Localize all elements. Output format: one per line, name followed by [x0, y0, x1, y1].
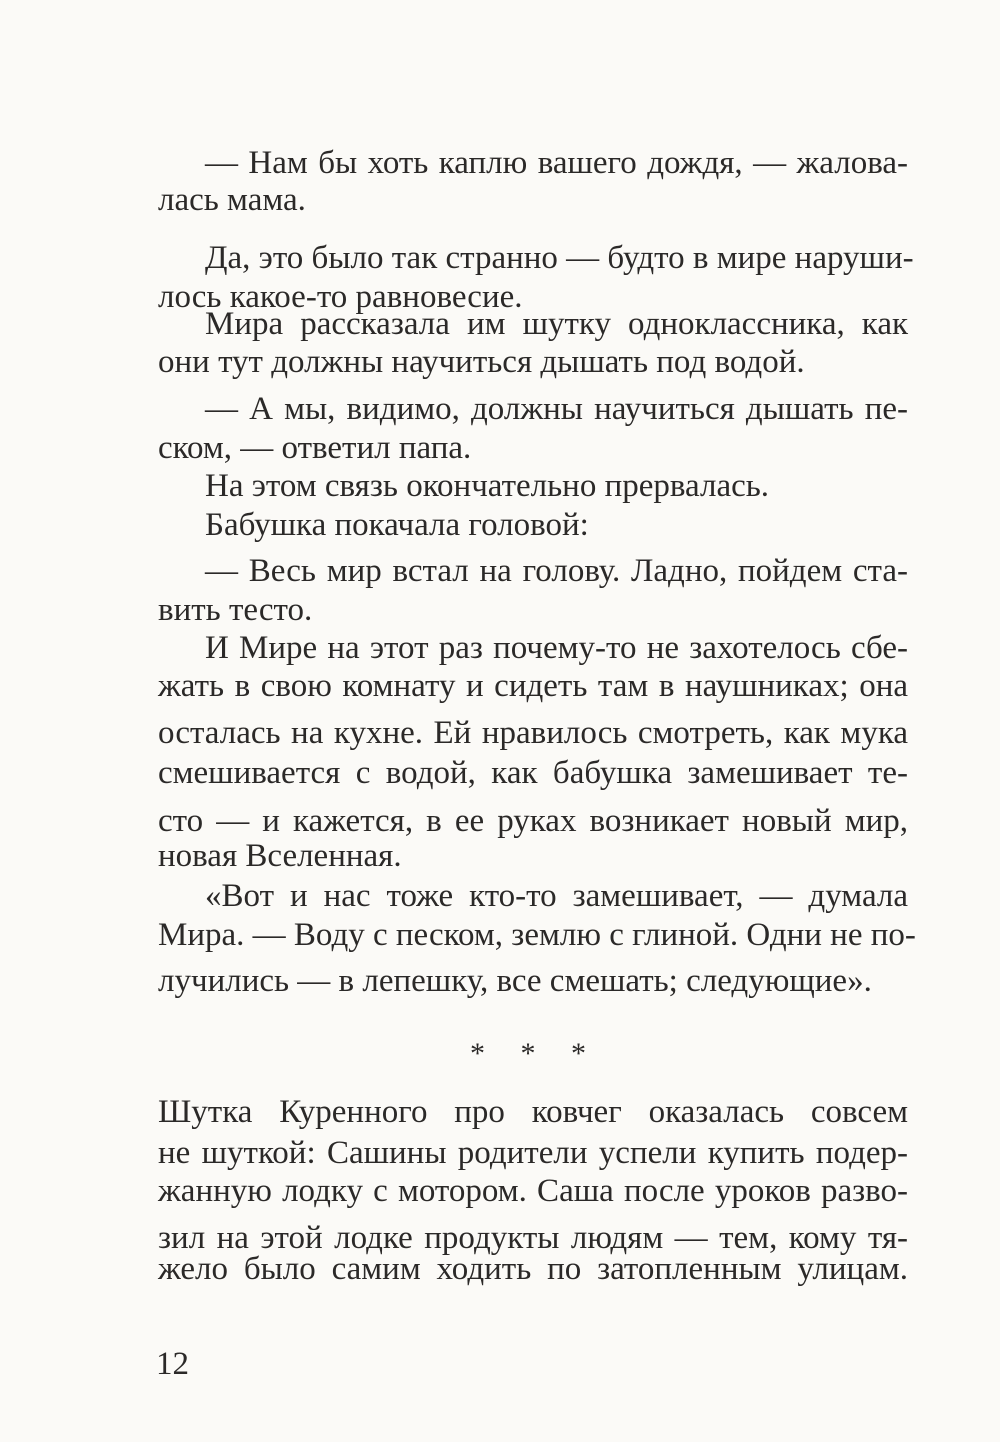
- text-line: Мира рассказала им шутку одноклассника, как: [205, 306, 908, 342]
- text-line: смешивается с водой, как бабушка замешивает те-: [158, 755, 908, 791]
- text-line: На этом связь окончательно прервалась.: [205, 468, 770, 504]
- text-line: жело было самим ходить по затопленным улицам.: [158, 1251, 908, 1287]
- text-line: — Нам бы хоть каплю вашего дождя, — жалова-: [205, 145, 908, 181]
- text-line: И Мире на этот раз почему-то не захотелось сбе-: [205, 630, 908, 666]
- text-line: осталась на кухне. Ей нравилось смотреть, как мука: [158, 715, 908, 751]
- text-line: жать в свою комнату и сидеть там в наушниках; она: [158, 668, 908, 704]
- text-line: лось какое-то равновесие.: [158, 279, 523, 315]
- text-line: ском, — ответил папа.: [158, 430, 472, 466]
- text-line: новая Вселенная.: [158, 838, 402, 874]
- text-line: лась мама.: [158, 182, 306, 218]
- text-line: — Весь мир встал на голову. Ладно, пойдем ста-: [205, 553, 908, 589]
- page-number: 12: [156, 1346, 189, 1382]
- section-separator: * * *: [470, 1037, 600, 1070]
- text-line: жанную лодку с мотором. Саша после уроков разво-: [158, 1173, 908, 1209]
- text-line: зил на этой лодке продукты людям — тем, кому тя-: [158, 1220, 908, 1256]
- text-line: «Вот и нас тоже кто-то замешивает, — думала: [205, 878, 908, 914]
- text-line: Да, это было так странно — будто в мире наруши-: [205, 240, 914, 276]
- text-line: Бабушка покачала головой:: [205, 507, 589, 543]
- text-line: вить тесто.: [158, 592, 313, 628]
- text-line: лучились — в лепешку, все смешать; следующие».: [158, 963, 872, 999]
- text-line: Шутка Куренного про ковчег оказалась совсем: [158, 1094, 908, 1130]
- text-line: они тут должны научиться дышать под водой.: [158, 344, 805, 380]
- text-line: Мира. — Воду с песком, землю с глиной. Одни не по-: [158, 917, 916, 953]
- text-line: не шуткой: Сашины родители успели купить подер-: [158, 1135, 908, 1171]
- text-line: сто — и кажется, в ее руках возникает новый мир,: [158, 803, 908, 839]
- text-line: — А мы, видимо, должны научиться дышать пе-: [205, 391, 908, 427]
